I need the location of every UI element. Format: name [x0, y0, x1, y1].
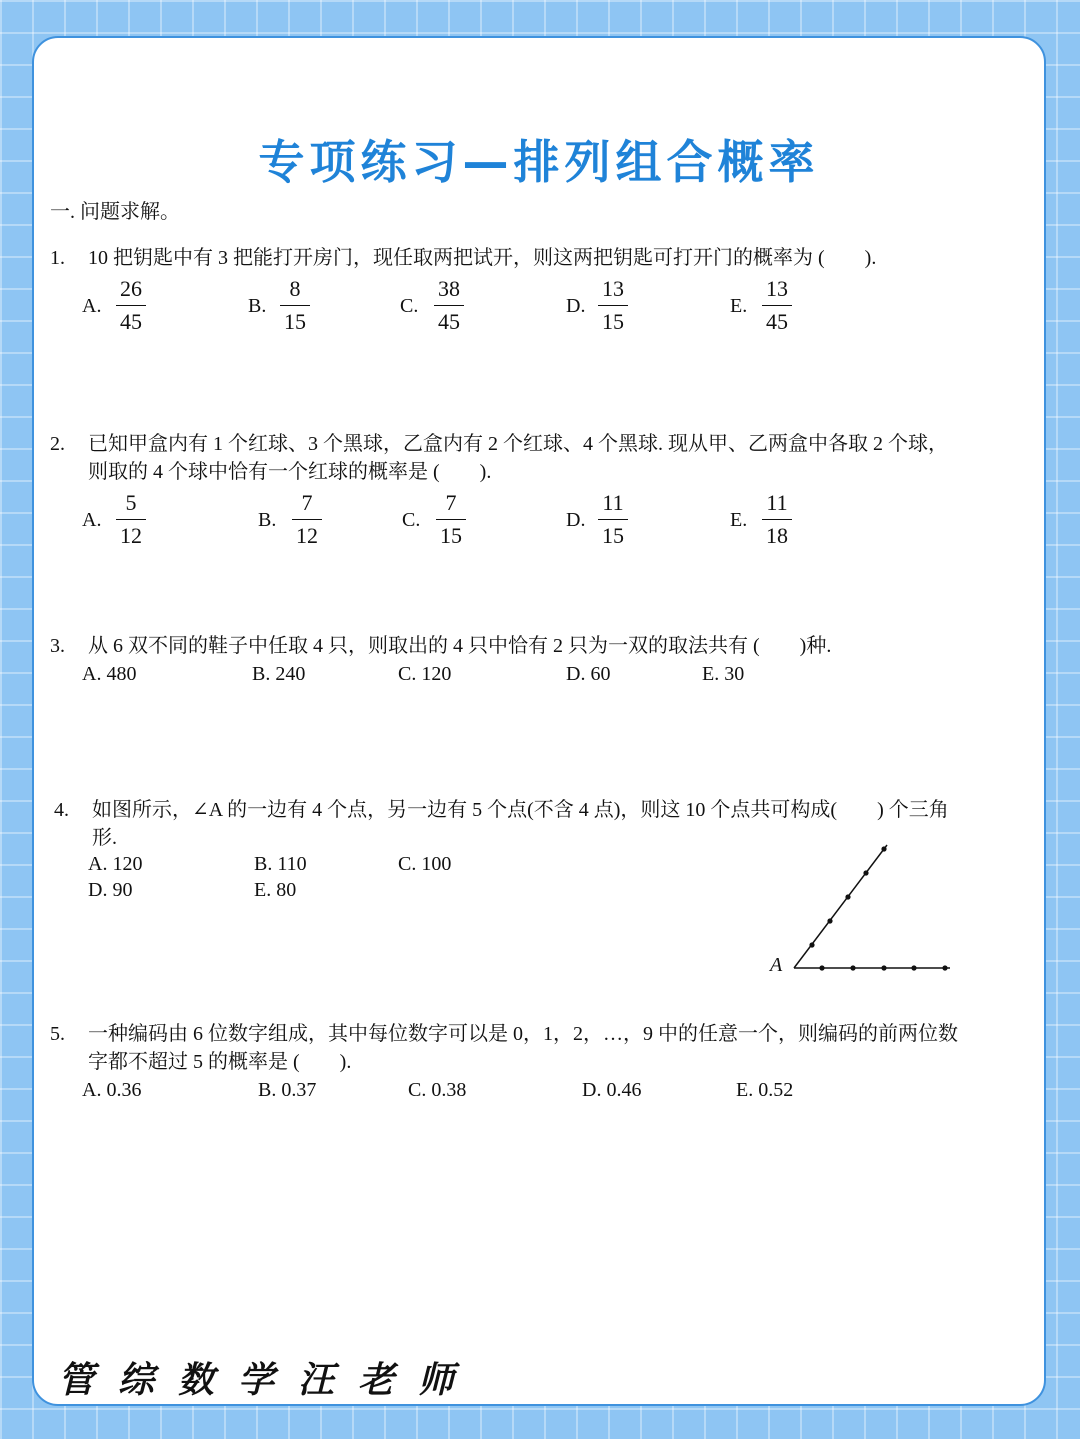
slanted-point	[845, 894, 850, 899]
q1-option-d-numerator: 13	[598, 278, 628, 306]
q2-option-e-label: E.	[730, 509, 748, 531]
q3-option-c: C. 120	[398, 663, 452, 685]
page-title: 专项练习—排列组合概率	[258, 135, 820, 189]
q2-option-c-numerator: 7	[436, 492, 466, 520]
q1-option-c-numerator: 38	[434, 278, 464, 306]
q2-option-e-denominator: 18	[766, 523, 788, 548]
q4-text-line1: 如图所示，∠A 的一边有 4 个点，另一边有 5 个点(不含 4 点)，则这 10 个点共可构成( ) 个三角	[92, 799, 949, 821]
slanted-point	[827, 918, 832, 923]
q3-option-d: D. 60	[566, 663, 611, 685]
q4-option-c: C. 100	[398, 853, 452, 875]
q2-option-d-fraction	[598, 492, 628, 547]
horizontal-point	[942, 965, 947, 970]
q3-option-a: A. 480	[82, 663, 137, 685]
q5-option-d: D. 0.46	[582, 1079, 642, 1101]
q4-option-e: E. 80	[254, 879, 297, 901]
q1-option-b-denominator: 15	[284, 309, 306, 334]
q2-text-line1: 已知甲盒内有 1 个红球、3 个黑球，乙盒内有 2 个红球、4 个黑球. 现从甲、乙两盒中各取 2 个球，	[88, 433, 948, 455]
q1-option-b-fraction	[280, 278, 310, 333]
q5-option-c: C. 0.38	[408, 1079, 467, 1101]
q1-option-d-denominator: 15	[602, 309, 624, 334]
q1-option-e-fraction	[762, 278, 792, 333]
horizontal-point	[911, 965, 916, 970]
q2-option-a-numerator: 5	[116, 492, 146, 520]
q1-option-e-label: E.	[730, 295, 748, 317]
q1-option-d-label: D.	[566, 295, 586, 317]
q2-option-b-label: B.	[258, 509, 277, 531]
q2-option-e-fraction	[762, 492, 792, 547]
q2-option-d-numerator: 11	[598, 492, 628, 520]
q1-text: 10 把钥匙中有 3 把能打开房门，现任取两把试开，则这两把钥匙可打开门的概率为 ( ).	[88, 247, 877, 269]
section-header: 一. 问题求解。	[50, 201, 180, 223]
q5-text-line1: 一种编码由 6 位数字组成，其中每位数字可以是 0，1，2，…，9 中的任意一个，则编码的前两位数	[88, 1023, 958, 1045]
q2-option-a-denominator: 12	[120, 523, 142, 548]
q4-number: 4.	[54, 799, 69, 821]
q4-option-a: A. 120	[88, 853, 143, 875]
q4-option-d: D. 90	[88, 879, 133, 901]
q2-option-c-denominator: 15	[440, 523, 462, 548]
horizontal-point	[850, 965, 855, 970]
q3-text: 从 6 双不同的鞋子中任取 4 只，则取出的 4 只中恰有 2 只为一双的取法共有 ( )种.	[88, 635, 832, 657]
q2-number: 2.	[50, 433, 65, 455]
q2-option-b-fraction	[292, 492, 322, 547]
q1-option-e-denominator: 45	[766, 309, 788, 334]
q2-option-d-label: D.	[566, 509, 586, 531]
q5-number: 5.	[50, 1023, 65, 1045]
q5-text-line2: 字都不超过 5 的概率是 ( ).	[88, 1051, 352, 1073]
q1-option-a-numerator: 26	[116, 278, 146, 306]
q3-option-b: B. 240	[252, 663, 306, 685]
q2-option-a-fraction	[116, 492, 146, 547]
q1-option-b-label: B.	[248, 295, 267, 317]
q1-option-a-label: A.	[82, 295, 102, 317]
slanted-point	[809, 942, 814, 947]
q4-text-line2: 形.	[92, 827, 117, 849]
slanted-point	[881, 846, 886, 851]
q5-option-e: E. 0.52	[736, 1079, 794, 1101]
q2-option-c-fraction	[436, 492, 466, 547]
q1-option-c-fraction	[434, 278, 464, 333]
q2-option-b-numerator: 7	[292, 492, 322, 520]
q3-option-e: E. 30	[702, 663, 745, 685]
q2-option-b-denominator: 12	[296, 523, 318, 548]
q2-option-c-label: C.	[402, 509, 421, 531]
worksheet-card	[32, 36, 1046, 1406]
q5-option-b: B. 0.37	[258, 1079, 317, 1101]
horizontal-point	[881, 965, 886, 970]
q2-option-d-denominator: 15	[602, 523, 624, 548]
q1-option-a-fraction	[116, 278, 146, 333]
angle-slanted-side	[794, 845, 887, 968]
horizontal-point	[819, 965, 824, 970]
q1-option-a-denominator: 45	[120, 309, 142, 334]
slanted-point	[863, 870, 868, 875]
q2-text-line2: 则取的 4 个球中恰有一个红球的概率是 ( ).	[88, 461, 492, 483]
q1-number: 1.	[50, 247, 65, 269]
q4-option-b: B. 110	[254, 853, 307, 875]
q1-option-b-numerator: 8	[280, 278, 310, 306]
q3-number: 3.	[50, 635, 65, 657]
q1-option-e-numerator: 13	[762, 278, 792, 306]
angle-figure	[760, 835, 960, 980]
q2-option-a-label: A.	[82, 509, 102, 531]
vertex-label: A	[770, 954, 783, 976]
q1-option-d-fraction	[598, 278, 628, 333]
q1-option-c-denominator: 45	[438, 309, 460, 334]
q1-option-c-label: C.	[400, 295, 419, 317]
author-signature: 管综数学汪老师	[58, 1359, 479, 1401]
q5-option-a: A. 0.36	[82, 1079, 142, 1101]
q2-option-e-numerator: 11	[762, 492, 792, 520]
